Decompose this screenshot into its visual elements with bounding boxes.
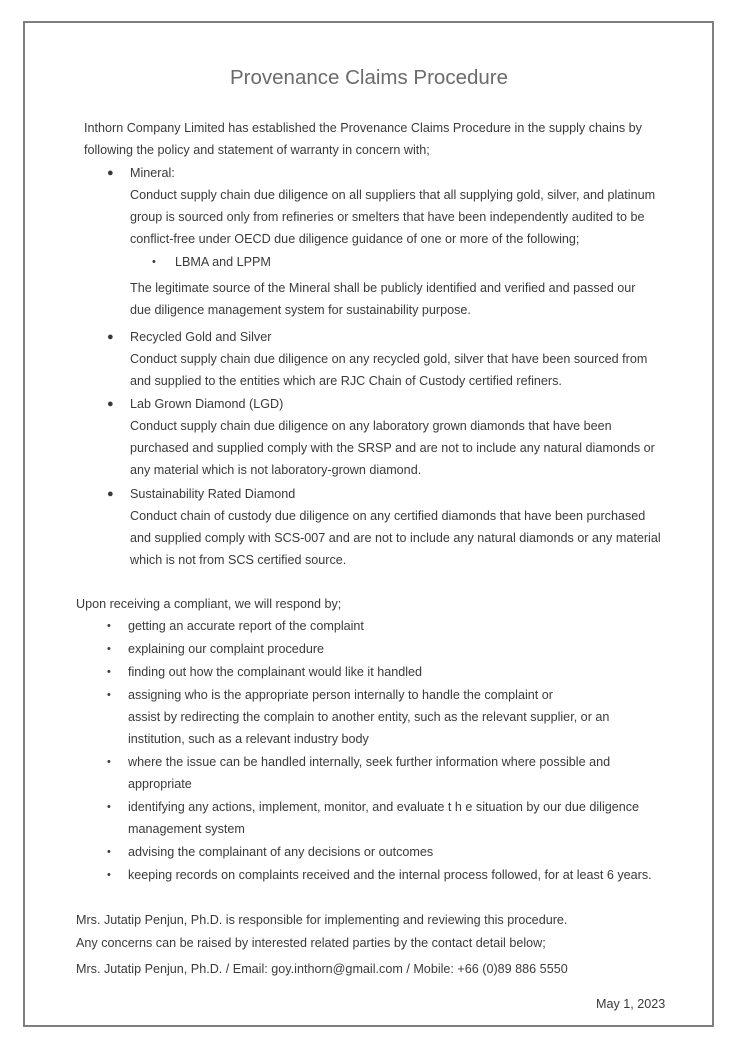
bullet-icon: ● (107, 167, 114, 179)
bullet-icon: ● (107, 398, 114, 410)
sub-bullet-icon: • (152, 256, 156, 268)
complaint-step: assigning who is the appropriate person internally to handle the complaint or (128, 688, 553, 702)
claim-text-line: any material which is not laboratory-grown diamond. (130, 463, 422, 477)
contact-details: Mrs. Jutatip Penjun, Ph.D. / Email: goy.inthorn@gmail.com / Mobile: +66 (0)89 886 5550 (76, 962, 568, 976)
claim-heading: Lab Grown Diamond (LGD) (130, 397, 284, 411)
bullet-icon: • (107, 666, 111, 678)
bullet-icon: • (107, 801, 111, 813)
bullet-icon: • (107, 846, 111, 858)
complaint-step: finding out how the complainant would like it handled (128, 665, 423, 679)
bullet-icon: • (107, 689, 111, 701)
responsible-statement: Mrs. Jutatip Penjun, Ph.D. is responsible for implementing and reviewing this procedure. (76, 913, 568, 927)
claim-text-line: group is sourced only from refineries or smelters that have been independently audited to be (130, 210, 645, 224)
complaint-step-line: institution, such as a relevant industry body (128, 732, 369, 746)
claim-heading: Recycled Gold and Silver (130, 330, 272, 344)
bullet-icon: • (107, 643, 111, 655)
claim-heading: Mineral: (130, 166, 175, 180)
page-title: Provenance Claims Procedure (229, 66, 509, 89)
claim-sub-item: LBMA and LPPM (175, 255, 271, 269)
claim-text-line: and supplied to the entities which are RJC Chain of Custody certified refiners. (130, 374, 562, 388)
claim-heading: Sustainability Rated Diamond (130, 487, 296, 501)
complaint-step-line: assist by redirecting the complain to another entity, such as the relevant supplier, or an (128, 710, 610, 724)
intro-line: following the policy and statement of warranty in concern with; (84, 143, 430, 157)
claim-text-line: Conduct supply chain due diligence on all suppliers that all supplying gold, silver, and platinum (130, 188, 656, 202)
bullet-icon: • (107, 756, 111, 768)
claim-text-line: The legitimate source of the Mineral shall be publicly identified and verified and passed our (130, 281, 636, 295)
bullet-icon: • (107, 620, 111, 632)
claim-text-line: which is not from SCS certified source. (130, 553, 347, 567)
document-date: May 1, 2023 (596, 997, 666, 1011)
complaint-step: where the issue can be handled internally, seek further information where possible and (128, 755, 611, 769)
complaint-step-line: appropriate (128, 777, 192, 791)
complaint-step: identifying any actions, implement, monitor, and evaluate t h e situation by our due diligence (128, 800, 640, 814)
bullet-icon: ● (107, 488, 114, 500)
complaint-intro: Upon receiving a compliant, we will respond by; (76, 597, 342, 611)
complaint-step: explaining our complaint procedure (128, 642, 325, 656)
claim-text-line: Conduct chain of custody due diligence on any certified diamonds that have been purchased (130, 509, 646, 523)
complaint-step: advising the complainant of any decisions or outcomes (128, 845, 434, 859)
claim-text-line: and supplied comply with SCS-007 and are not to include any natural diamonds or any material (130, 531, 661, 545)
claim-text-line: conflict-free under OECD due diligence guidance of one or more of the following; (130, 232, 580, 246)
claim-text-line: Conduct supply chain due diligence on any recycled gold, silver that have been sourced from (130, 352, 648, 366)
bullet-icon: • (107, 869, 111, 881)
claim-text-line: Conduct supply chain due diligence on any laboratory grown diamonds that have been (130, 419, 612, 433)
intro-line: Inthorn Company Limited has established the Provenance Claims Procedure in the supply chains by (84, 121, 642, 135)
complaint-step: getting an accurate report of the complaint (128, 619, 364, 633)
bullet-icon: ● (107, 331, 114, 343)
concerns-statement: Any concerns can be raised by interested related parties by the contact detail below; (76, 936, 546, 950)
claim-text-line: due diligence management system for sustainability purpose. (130, 303, 471, 317)
complaint-step-line: management system (128, 822, 245, 836)
complaint-step: keeping records on complaints received and the internal process followed, for at least 6 years. (128, 868, 652, 882)
claim-text-line: purchased and supplied comply with the SRSP and are not to include any natural diamonds or (130, 441, 655, 455)
